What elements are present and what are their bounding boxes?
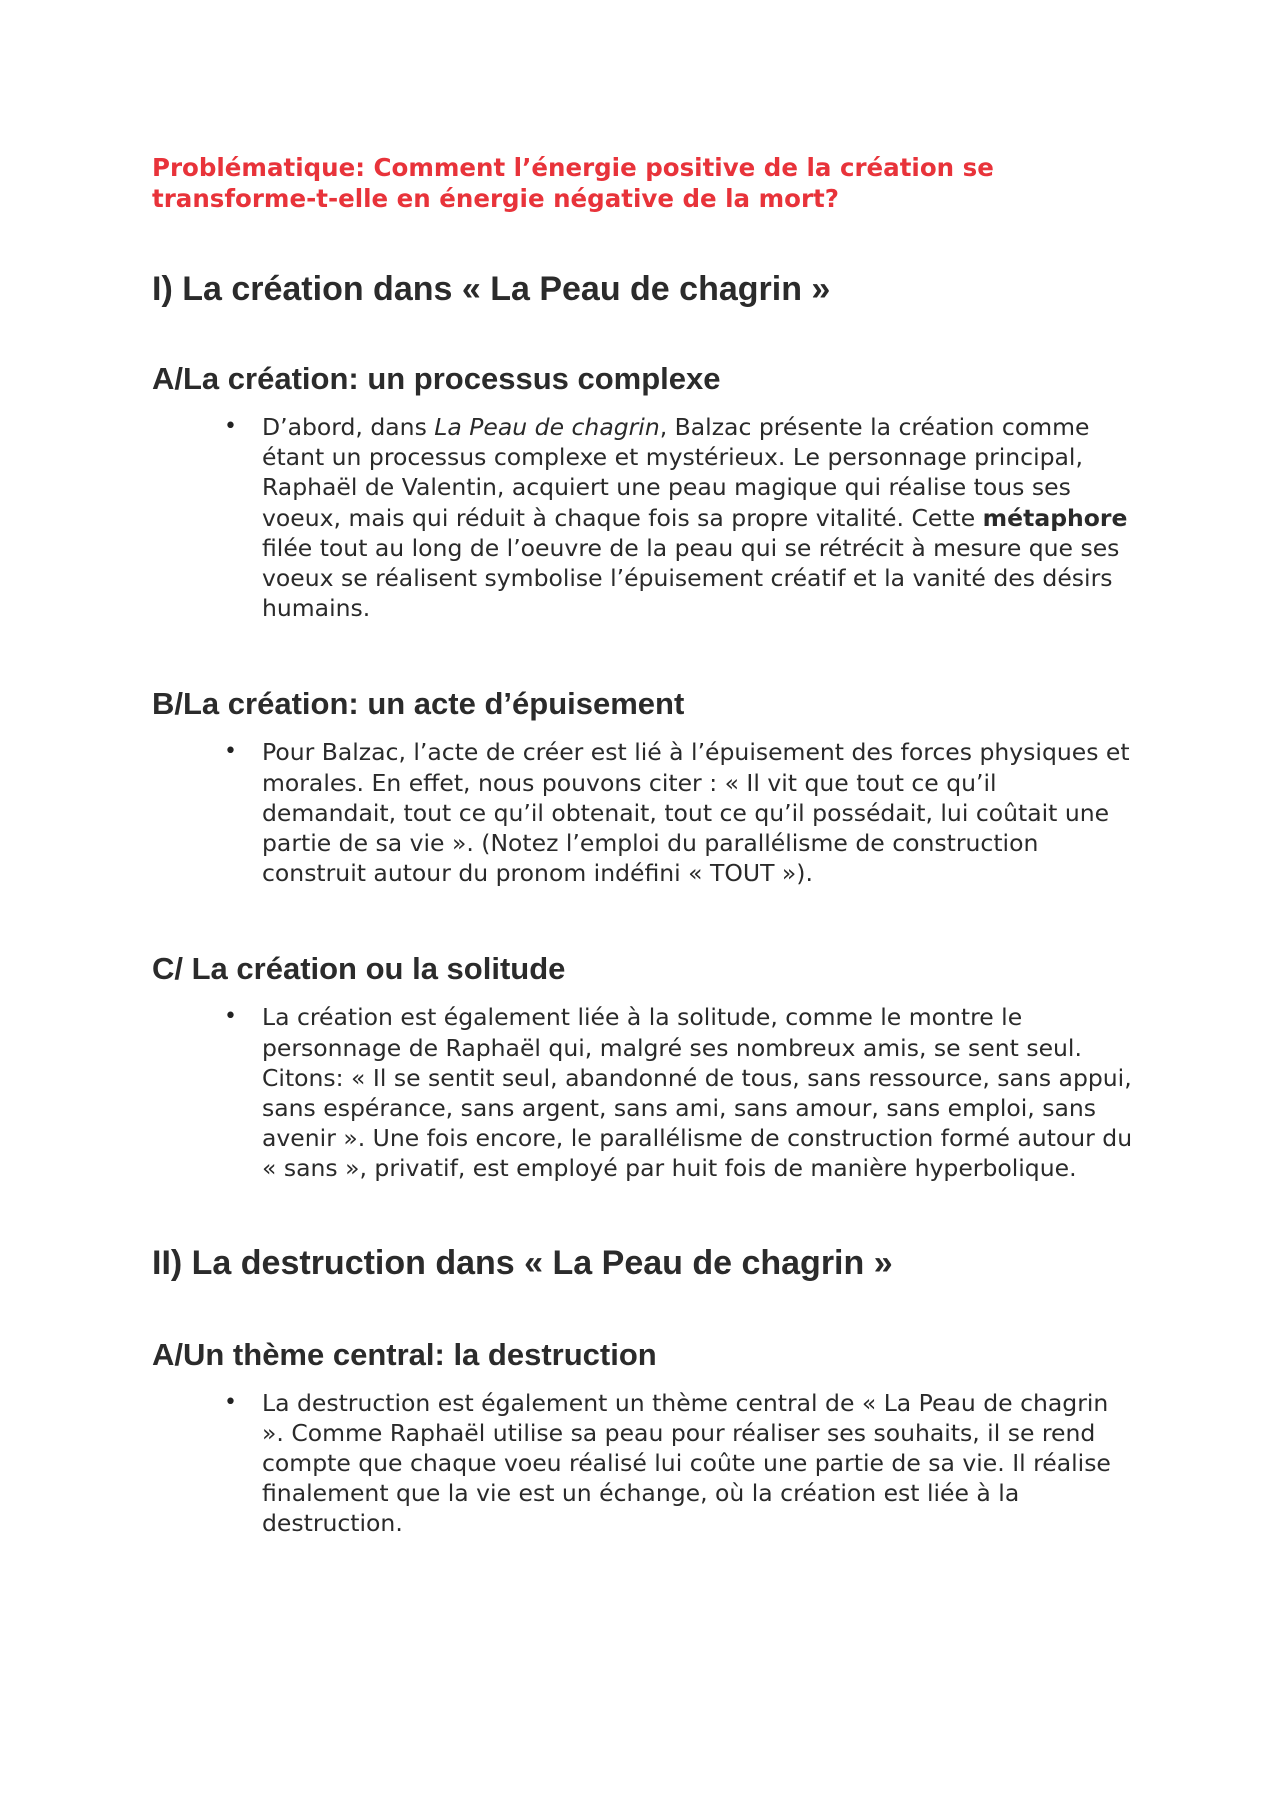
section-1c-title: C/ La création ou la solitude [152, 951, 566, 987]
book-title-italic: La Peau de chagrin [434, 413, 660, 441]
document-page [152, 152, 1137, 1539]
section-2a-bullet [152, 1388, 1137, 1539]
section-1a-text: D’abord, dans La Peau de chagrin, Balzac présente la création comme étant un processus complexe et mystérieux. Le personnage principal, Raphaël de Valentin, acquiert une peau magique qui réalise tous ses voeux, mais qui réduit à chaque fois sa propre vitalité. Cette métaphore filée tout au long de l’oeuvre de la peau qui se rétrécit à mesure que ses voeux se réalisent symbolise l’épuisement créatif et la vanité des désirs humains. [262, 413, 1128, 623]
bullet-icon: • [224, 414, 237, 439]
bullet-icon: • [224, 1389, 237, 1415]
section-1a-bullet [152, 412, 1137, 623]
problematique-text: Problématique: Comment l’énergie positive de la création se transforme-t-elle en énergie négative de la mort? [152, 153, 994, 213]
part-1-title: I) La création dans « La Peau de chagrin » [152, 270, 831, 308]
section-1c-bullet [152, 1002, 1137, 1183]
section-2a-title: A/Un thème central: la destruction [152, 1336, 657, 1372]
part-2-title: II) La destruction dans « La Peau de chagrin » [152, 1243, 893, 1282]
section-1a-title: A/La création: un processus complexe [152, 361, 721, 396]
section-1b-title: B/La création: un acte d’épuisement [152, 686, 685, 722]
section-2a-text: La destruction est également un thème central de « La Peau de chagrin ». Comme Raphaël utilise sa peau pour réaliser ses souhaits, il se rend compte que chaque voeu réalisé lui coûte une partie de sa vie. Il réalise finalement que la vie est un échange, où la création est liée à la destruction. [262, 1388, 1111, 1538]
bullet-icon: • [224, 739, 237, 765]
metaphore-bold: métaphore [982, 503, 1128, 532]
bullet-icon: • [224, 1004, 237, 1030]
section-1c-text: La création est également liée à la solitude, comme le montre le personnage de Raphaël qui, malgré ses nombreux amis, se sent seul. Citons: « Il se sentit seul, abandonné de tous, sans ressource, sans appui, sans espérance, sans argent, sans ami, sans amour, sans emploi, sans avenir ». Une fois encore, le parallélisme de construction formé autour du « sans », privatif, est employé par huit fois de manière hyperbolique. [262, 1003, 1133, 1183]
section-1b-text: Pour Balzac, l’acte de créer est lié à l’épuisement des forces physiques et morales. En effet, nous pouvons citer : « Il vit que tout ce qu’il demandait, tout ce qu’il obtenait, tout ce qu’il possédait, lui coûtait une partie de sa vie ». (Notez l’emploi du parallélisme de construction construit autour du pronom indéfini « TOUT »). [262, 738, 1130, 888]
section-1b-bullet [152, 737, 1137, 888]
